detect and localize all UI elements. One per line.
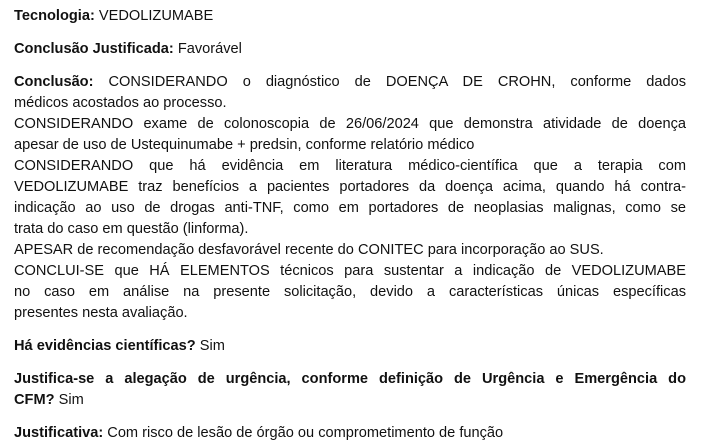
conclusao-line: no caso em análise na presente solicitação, devido a características únicas específicas <box>14 284 686 300</box>
document-body <box>14 6 686 444</box>
conclusao-line: médicos acostados ao processo. <box>14 95 227 111</box>
conclusao-label: Conclusão: <box>14 74 94 90</box>
urgencia-value: Sim <box>58 392 84 408</box>
conclusao-line: CONCLUI-SE que HÁ ELEMENTOS técnicos para sustentar a indicação de VEDOLIZUMABE <box>14 263 686 279</box>
conclusao-line: indicação ao uso de drogas anti-TNF, como em portadores de neoplasias malignas, como se <box>14 200 686 216</box>
conclusao-section <box>14 72 686 324</box>
conclusao-line <box>14 72 686 93</box>
conclusao-line: APESAR de recomendação desfavorável recente do CONITEC para incorporação ao SUS. <box>14 242 604 258</box>
evidencias-label: Há evidências científicas? <box>14 338 196 354</box>
urgencia-line <box>14 390 686 411</box>
urgencia-label-line: Justifica-se a alegação de urgência, conforme definição de Urgência e Emergência do <box>14 371 686 387</box>
conclusao-line: presentes nesta avaliação. <box>14 305 188 321</box>
urgencia-field <box>14 369 686 411</box>
conclusao-line: trata do caso em questão (linforma). <box>14 221 249 237</box>
tecnologia-label: Tecnologia: <box>14 8 95 24</box>
conclusao-text: CONSIDERANDO o diagnóstico de DOENÇA DE CROHN, conforme dados <box>108 74 686 90</box>
urgencia-label-end: CFM? <box>14 392 55 408</box>
justificativa-field <box>14 423 686 444</box>
justificativa-value: Com risco de lesão de órgão ou comprometimento de função <box>107 425 504 441</box>
evidencias-value: Sim <box>199 338 225 354</box>
conclusao-justificada-value: Favorável <box>177 41 242 57</box>
tecnologia-field <box>14 6 686 27</box>
conclusao-line: CONSIDERANDO que há evidência em literatura médico-científica que a terapia com <box>14 158 686 174</box>
conclusao-justificada-field <box>14 39 686 60</box>
conclusao-line: apesar de uso de Ustequinumabe + predsin, conforme relatório médico <box>14 137 475 153</box>
conclusao-line: VEDOLIZUMABE traz benefícios a pacientes portadores da doença acima, quando há contra- <box>14 179 686 195</box>
conclusao-line: CONSIDERANDO exame de colonoscopia de 26/06/2024 que demonstra atividade de doença <box>14 116 686 132</box>
tecnologia-value: VEDOLIZUMABE <box>98 8 214 24</box>
evidencias-field <box>14 336 686 357</box>
justificativa-label: Justificativa: <box>14 425 104 441</box>
conclusao-justificada-label: Conclusão Justificada: <box>14 41 174 57</box>
